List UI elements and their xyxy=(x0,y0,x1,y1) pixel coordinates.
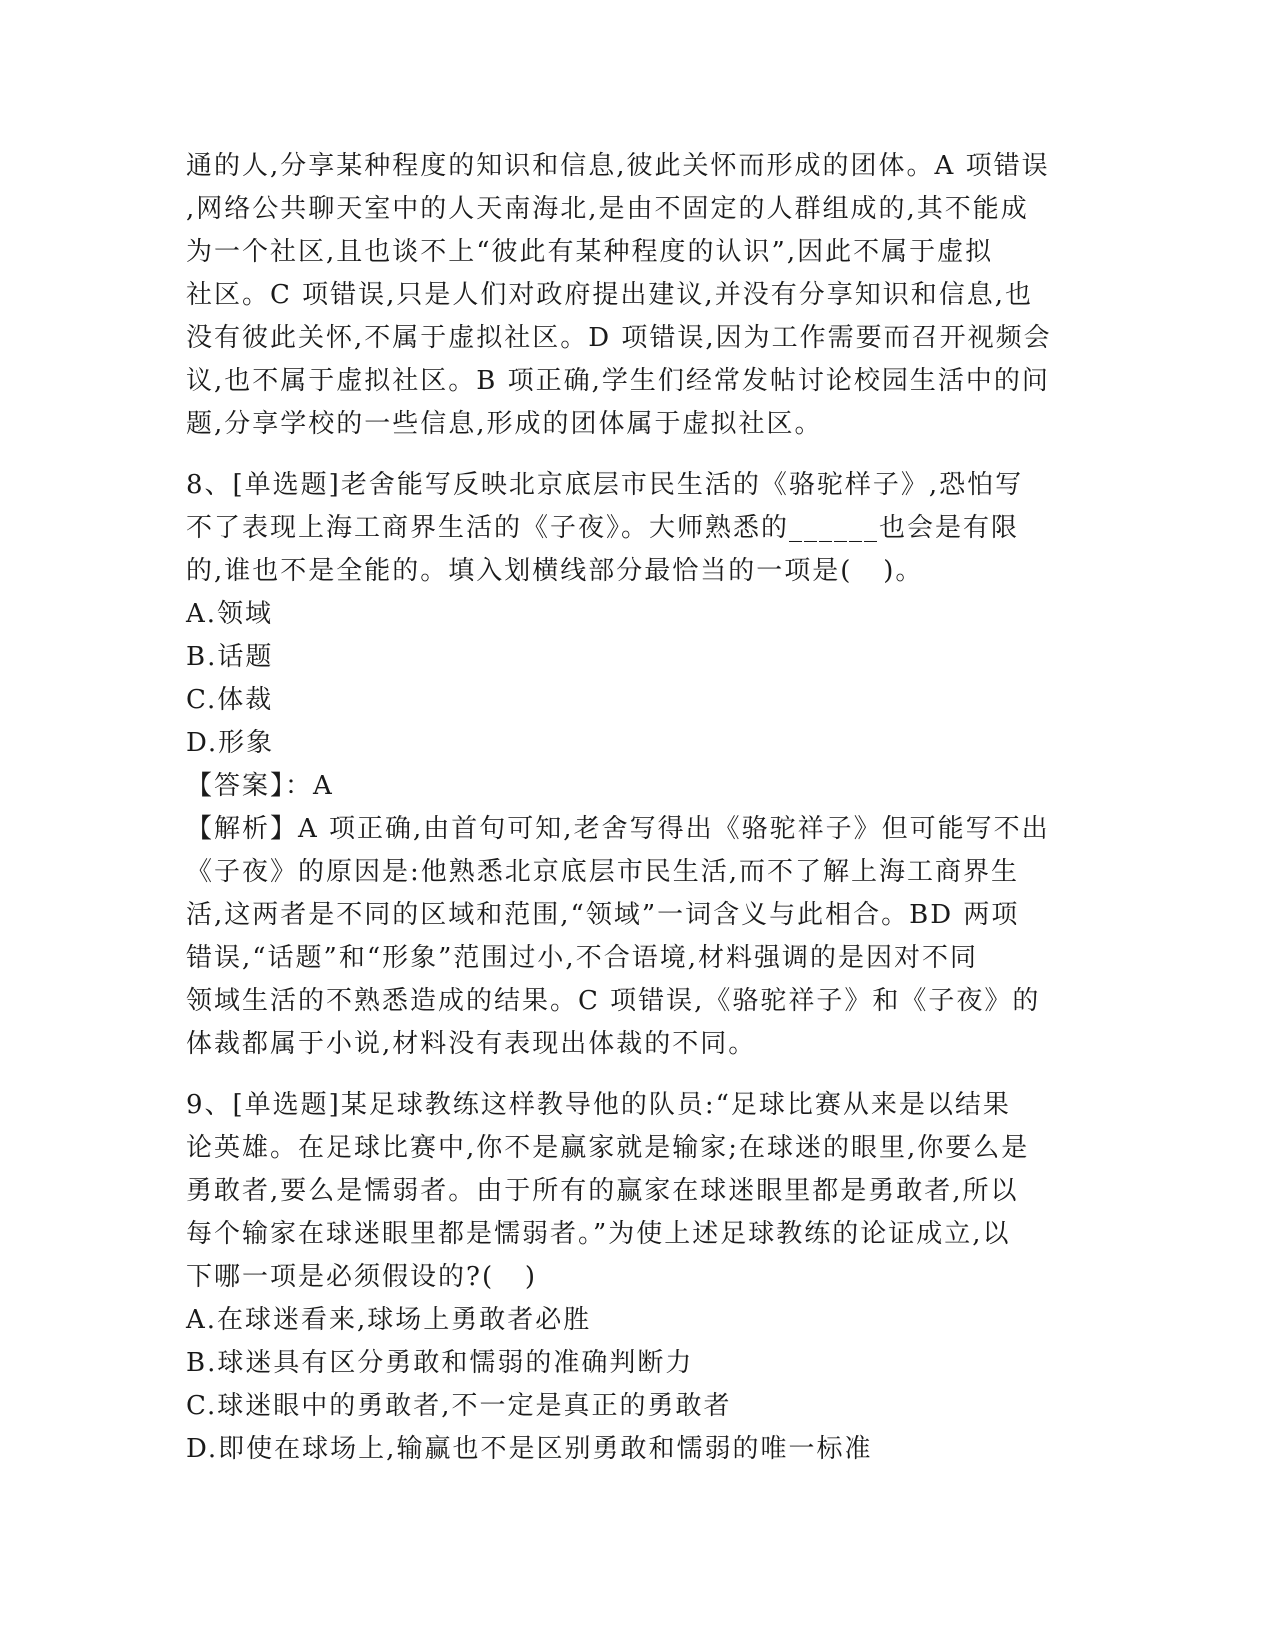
analysis-line: 题,分享学校的一些信息,形成的团体属于虚拟社区。 xyxy=(186,409,823,439)
question-stem-line: 的,谁也不是全能的。填入划横线部分最恰当的一项是( )。 xyxy=(186,556,924,586)
option-b: B.球迷具有区分勇敢和懦弱的准确判断力 xyxy=(186,1348,694,1378)
option-c: C.球迷眼中的勇敢者,不一定是真正的勇敢者 xyxy=(186,1391,732,1421)
document-content xyxy=(186,145,1086,1471)
analysis-line: 为一个社区,且也谈不上“彼此有某种程度的认识”,因此不属于虚拟 xyxy=(186,237,994,267)
question-stem-line: 勇敢者,要么是懦弱者。由于所有的赢家在球迷眼里都是勇敢者,所以 xyxy=(186,1176,1019,1206)
analysis-line: 没有彼此关怀,不属于虚拟社区。D 项错误,因为工作需要而召开视频会 xyxy=(186,323,1052,353)
analysis-line: ,网络公共聊天室中的人天南海北,是由不固定的人群组成的,其不能成 xyxy=(186,194,1029,224)
answer-value: A xyxy=(313,771,334,801)
question-8 xyxy=(186,464,1086,1066)
question-stem-line: 8、[单选题]老舍能写反映北京底层市民生活的《骆驼样子》,恐怕写 xyxy=(186,470,1024,500)
option-d: D.形象 xyxy=(186,728,275,758)
answer xyxy=(186,765,1086,808)
option-c: C.体裁 xyxy=(186,685,274,715)
analysis-line: 社区。C 项错误,只是人们对政府提出建议,并没有分享知识和信息,也 xyxy=(186,280,1033,310)
analysis-line: 体裁都属于小说,材料没有表现出体裁的不同。 xyxy=(186,1029,757,1059)
question-stem-line: 9、[单选题]某足球教练这样教导他的队员:“足球比赛从来是以结果 xyxy=(186,1090,1011,1120)
analysis-line: 错误,“话题”和“形象”范围过小,不合语境,材料强调的是因对不同 xyxy=(186,943,978,973)
option-b: B.话题 xyxy=(186,642,274,672)
question-9 xyxy=(186,1084,1086,1471)
option-a: A.在球迷看来,球场上勇敢者必胜 xyxy=(186,1305,592,1335)
analysis-line: 《子夜》的原因是:他熟悉北京底层市民生活,而不了解上海工商界生 xyxy=(186,857,1020,887)
option-d: D.即使在球场上,输赢也不是区别勇敢和懦弱的唯一标准 xyxy=(186,1434,873,1464)
question-stem-line: 论英雄。在足球比赛中,你不是赢家就是输家;在球迷的眼里,你要么是 xyxy=(186,1133,1030,1163)
analysis-line: 【解析】A 项正确,由首句可知,老舍写得出《骆驼祥子》但可能写不出 xyxy=(186,814,1050,844)
question-stem-line: 每个输家在球迷眼里都是懦弱者。”为使上述足球教练的论证成立,以 xyxy=(186,1219,1011,1249)
previous-question-analysis xyxy=(186,145,1086,446)
analysis-line: 领域生活的不熟悉造成的结果。C 项错误,《骆驼祥子》和《子夜》的 xyxy=(186,986,1041,1016)
analysis-line: 议,也不属于虚拟社区。B 项正确,学生们经常发帖讨论校园生活中的问 xyxy=(186,366,1050,396)
answer-label: 【答案】： xyxy=(186,771,314,801)
paragraph-gap xyxy=(186,1066,1086,1084)
question-stem-line: 下哪一项是必须假设的?( ) xyxy=(186,1262,538,1292)
option-a: A.领域 xyxy=(186,599,274,629)
question-stem-line: 不了表现上海工商界生活的《子夜》。大师熟悉的______也会是有限 xyxy=(186,513,1020,543)
analysis-line: 通的人,分享某种程度的知识和信息,彼此关怀而形成的团体。A 项错误 xyxy=(186,151,1050,181)
analysis-line: 活,这两者是不同的区域和范围,“领域”一词含义与此相合。BD 两项 xyxy=(186,900,1020,930)
paragraph-gap xyxy=(186,446,1086,464)
